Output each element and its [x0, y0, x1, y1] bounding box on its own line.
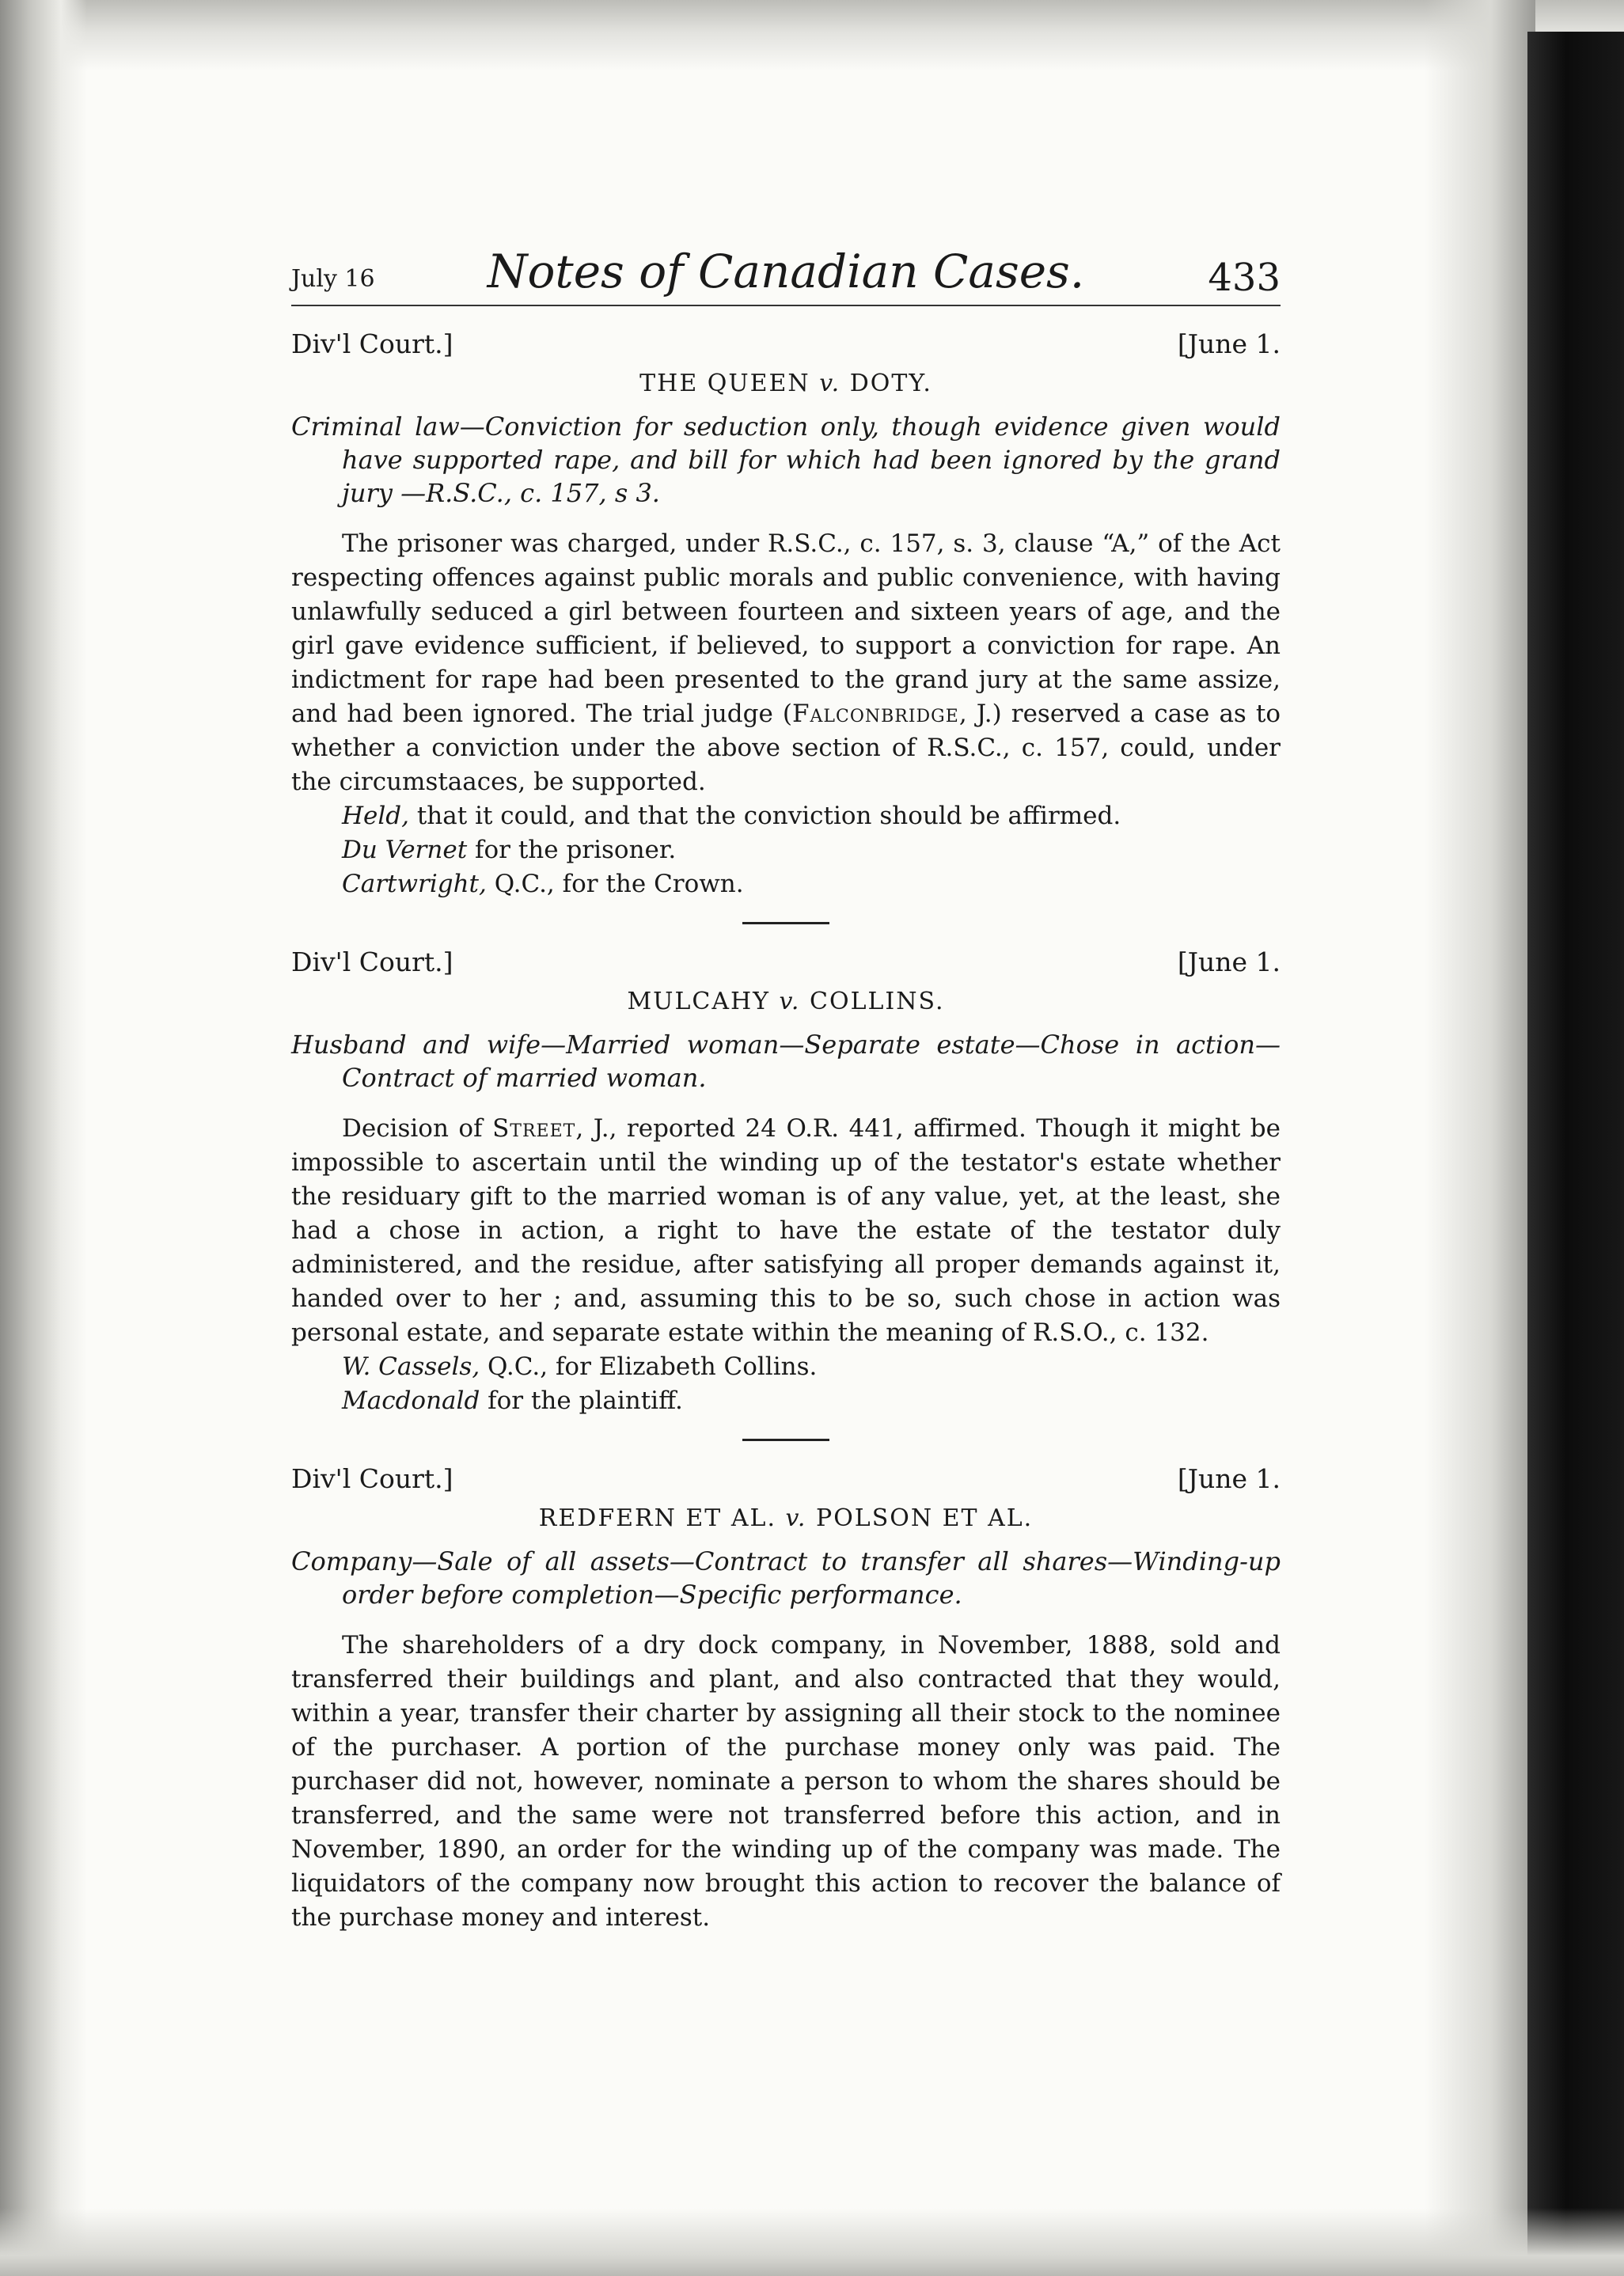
- counsel-name: Macdonald: [342, 1386, 480, 1415]
- case-body-part-1: The prisoner was charged, under R.S.C., c. 157, s. 3, clause “A,” of the Act respecting offences against public morals and public convenience, with having unlawfully seduced a girl between fourteen and sixteen years of age, and the girl gave evidence sufficient, if believed, to support a conviction for rape. An indictment for rape had been presented to the grand jury at the same assize, and had been ignored. The trial judge (: [291, 529, 1281, 728]
- headnote: Company—Sale of all assets—Contract to transfer all shares—Winding-up order before completion—Specific performance.: [291, 1546, 1281, 1610]
- headnote: Criminal law—Conviction for seduction only, though evidence given would have supported rape, and bill for which had been ignored by the grand jury —R.S.C., c. 157, s 3.: [291, 412, 1281, 508]
- counsel-line: [291, 833, 1281, 867]
- case-party-a: REDFERN ET AL.: [538, 1504, 776, 1532]
- case-mulcahy-v-collins: [291, 946, 1281, 1418]
- decision-date: [June 1.: [1177, 1463, 1281, 1494]
- case-party-b: COLLINS.: [810, 988, 945, 1015]
- counsel-role: for the plaintiff.: [480, 1386, 683, 1415]
- held-label: Held,: [342, 802, 409, 830]
- counsel-line: [291, 1350, 1281, 1384]
- counsel-line: [291, 867, 1281, 901]
- case-party-b: POLSON ET AL.: [816, 1504, 1034, 1532]
- case-body: [291, 527, 1281, 799]
- case-body: [291, 1112, 1281, 1350]
- running-head-date: July 16: [291, 265, 375, 293]
- case-party-a: MULCAHY: [627, 988, 770, 1015]
- case-versus: v.: [785, 1504, 807, 1532]
- headnote: Husband and wife—Married woman—Separate estate—Chose in action—Contract of married woman.: [291, 1030, 1281, 1093]
- page-content: [291, 241, 1281, 2157]
- page-number: 433: [1208, 256, 1281, 300]
- court-name: Div'l Court.]: [291, 328, 453, 359]
- judge-name: Falconbridge: [792, 700, 959, 728]
- scan-edge-right-binding: [1527, 32, 1624, 2276]
- scan-edge-left: [0, 0, 87, 2276]
- case-versus: v.: [779, 988, 801, 1015]
- scan-edge-right-shadow: [1425, 0, 1535, 2276]
- scan-edge-bottom: [0, 2208, 1624, 2276]
- case-queen-v-doty: [291, 328, 1281, 901]
- case-separator: [742, 922, 829, 924]
- held-text: that it could, and that the conviction should be affirmed.: [409, 802, 1121, 830]
- counsel-line: [291, 1384, 1281, 1418]
- judge-name: Street: [492, 1114, 576, 1143]
- counsel-role: for the prisoner.: [467, 836, 677, 864]
- court-line: [291, 1463, 1281, 1498]
- running-head-title: Notes of Canadian Cases.: [487, 245, 1085, 298]
- case-redfern-v-polson: [291, 1463, 1281, 1935]
- holding: [291, 799, 1281, 833]
- decision-date: [June 1.: [1177, 328, 1281, 359]
- court-line: [291, 946, 1281, 981]
- running-head: [291, 241, 1281, 306]
- case-party-b: DOTY.: [849, 370, 932, 397]
- case-separator: [742, 1439, 829, 1441]
- case-body-part-1: Decision of: [342, 1114, 493, 1143]
- case-versus: v.: [819, 370, 841, 397]
- case-body-part-2: , J.) reserved a case as to whether a conviction under the above section of R.S.C., c. 157, could, under the circumstaaces, be supported.: [291, 700, 1281, 796]
- counsel-name: Du Vernet: [342, 836, 468, 864]
- counsel-role: Q.C., for Elizabeth Collins.: [480, 1352, 818, 1381]
- case-body: The shareholders of a dry dock company, in November, 1888, sold and transferred their buildings and plant, and also contracted that they would, within a year, transfer their charter by assigning all their stock to the nominee of the purchaser. A portion of the purchase money only was paid. The purchaser did not, however, nominate a person to whom the shares should be transferred, and the same were not transferred before this action, and in November, 1890, an order for the winding up of the company was made. The liquidators of the company now brought this action to recover the balance of the purchase money and interest.: [291, 1631, 1281, 1932]
- court-line: [291, 328, 1281, 363]
- counsel-name: Cartwright,: [342, 870, 487, 898]
- scan-edge-top: [0, 0, 1624, 71]
- counsel-role: Q.C., for the Crown.: [486, 870, 744, 898]
- case-party-a: THE QUEEN: [639, 370, 810, 397]
- case-title: [291, 988, 1281, 1015]
- case-title: [291, 370, 1281, 397]
- court-name: Div'l Court.]: [291, 946, 453, 977]
- decision-date: [June 1.: [1177, 946, 1281, 977]
- case-body-part-2: , J., reported 24 O.R. 441, affirmed. Though it might be impossible to ascertain until the winding up of the testator's estate whether the residuary gift to the married woman is of any value, yet, at the least, she had a chose in action, a right to have the estate of the testator duly administered, and the residue, after satisfying all proper demands against it, handed over to her ; and, assuming this to be so, such chose in action was personal estate, and separate estate within the meaning of R.S.O., c. 132.: [291, 1114, 1281, 1347]
- counsel-name: W. Cassels,: [342, 1352, 480, 1381]
- court-name: Div'l Court.]: [291, 1463, 453, 1494]
- case-title: [291, 1504, 1281, 1532]
